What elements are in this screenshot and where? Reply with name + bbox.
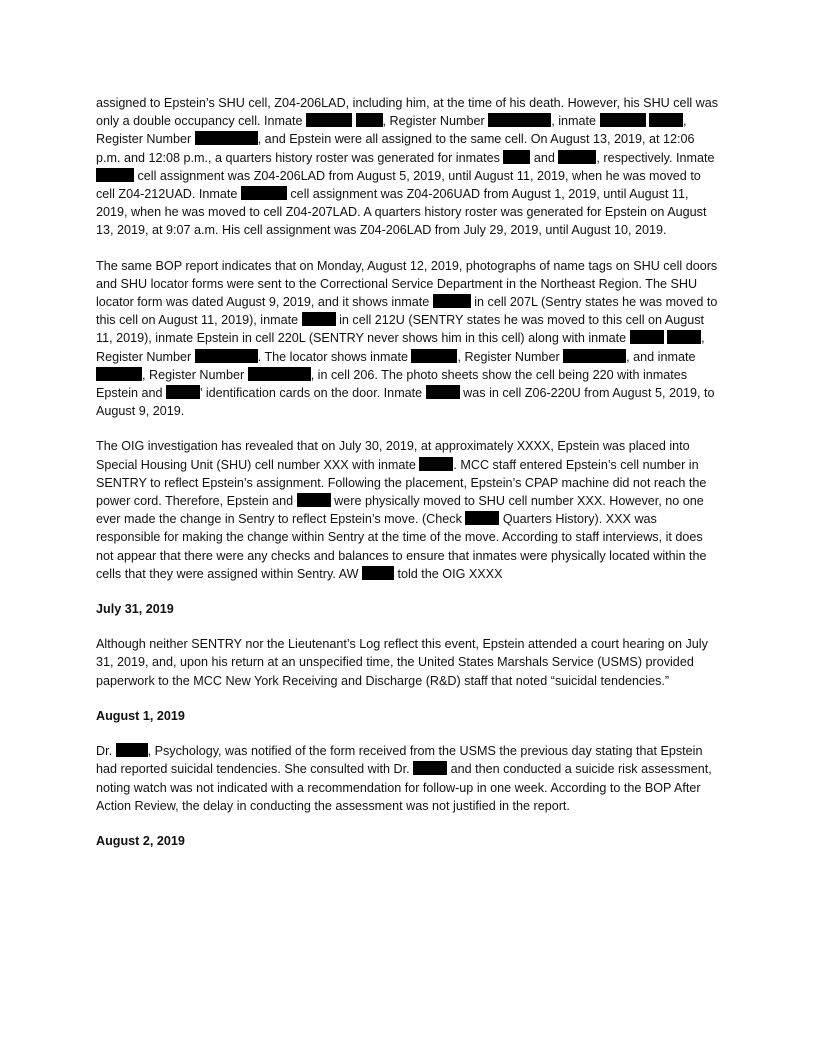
text-segment: and then conducted a suicide risk assessment, noting watch was not indicated with a recommendation for follow-up in one week. According to the BOP After Action Review, the delay in conducting the assessment was not justified in the report. <box>96 762 712 813</box>
section-heading-august-2: August 2, 2019 <box>96 833 185 848</box>
redaction-block <box>630 330 664 344</box>
text-segment: Dr. <box>96 744 116 759</box>
redaction-block <box>297 493 331 507</box>
redaction-block <box>116 743 148 757</box>
paragraph-court-hearing: Although neither SENTRY nor the Lieutenant’s Log reflect this event, Epstein attended a court hearing on July 31, 2019, and, upon his return at an unspecified time, the United States Marshals Service (USMS) provided paperwork to the MCC New York Receiving and Discharge (R&D) staff that noted “suicidal tendencies.” <box>96 637 708 688</box>
text-segment: Quarters History). XXX was responsible for making the change within Sentry at the time of the move. According to staff interviews, it does not appear that there were any checks and balances to ensure that inmates were physically located within the cells that they were assigned within Sentry. AW <box>96 512 707 581</box>
paragraph-bop-report <box>96 257 722 421</box>
text-segment: , and Epstein were all assigned to the same cell. On August 13, 2019, at 12:06 p.m. and 12:08 p.m., a quarters history roster was generated for inmates <box>96 132 695 165</box>
text-segment: , in cell 206. The photo sheets show the cell being 220 with inmates Epstein and <box>96 367 688 401</box>
redaction-block <box>306 113 352 127</box>
redaction-block <box>503 150 530 164</box>
document-page <box>96 94 722 867</box>
text-segment: told the OIG XXXX <box>394 566 503 581</box>
text-segment: , Register Number <box>142 367 248 382</box>
text-segment: The same BOP report indicates that on Monday, August 12, 2019, photographs of name tags on SHU cell doors and SHU locator forms were sent to the Correctional Service Department in the Northeast Region. The SHU locator form was dated August 9, 2019, and it shows inmate <box>96 258 718 310</box>
text-segment: . The locator shows inmate <box>257 349 412 364</box>
text-segment: , Register Number <box>457 349 564 364</box>
redaction-block <box>362 566 394 580</box>
redaction-block <box>465 511 499 525</box>
redaction-block <box>433 294 471 308</box>
redaction-block <box>302 312 336 326</box>
text-segment: was in cell Z06-220U from August 5, 2019, to August 9, 2019. <box>96 386 715 419</box>
text-segment: in cell 212U (SENTRY states he was moved to this cell on August 11, 2019), inmate Epstein in cell 220L (SENTRY never shows him in this cell) along with inmate <box>96 313 705 346</box>
redaction-block <box>411 349 457 363</box>
text-segment: , Register Number <box>96 331 705 364</box>
text-segment: The OIG investigation has revealed that on July 30, 2019, at approximately XXXX, Epstein was placed into Special Housing Unit (SHU) cell number XXX with inmate <box>96 439 690 472</box>
redaction-block <box>96 367 142 381</box>
redaction-block <box>413 761 447 775</box>
text-segment: , respectively. Inmate <box>596 150 715 165</box>
paragraph-psychology <box>96 742 722 815</box>
text-segment: , inmate <box>551 114 600 129</box>
section-heading-july-31: July 31, 2019 <box>96 602 174 617</box>
text-segment: , Psychology, was notified of the form received from the USMS the previous day stating that Epstein had reported suicidal tendencies. She consulted with Dr. <box>96 744 703 777</box>
redaction-block <box>96 168 134 182</box>
redaction-block <box>195 349 258 363</box>
text-segment: , Register Number <box>382 114 489 129</box>
redaction-block <box>166 385 200 399</box>
text-segment: and <box>530 150 559 165</box>
paragraph-cell-assignments <box>96 94 722 240</box>
paragraph-oig-investigation <box>96 437 722 583</box>
text-segment: in cell 207L (Sentry states he was moved to this cell on August 11, 2019), inmate <box>96 295 718 328</box>
text-segment: ’ identification cards on the door. Inmate <box>200 386 426 401</box>
text-segment: . MCC staff entered Epstein’s cell number in SENTRY to reflect Epstein’s assignment. Following the placement, Epstein’s CPAP machine did not reach the power cord. Therefore, Epstein and <box>96 457 707 509</box>
redaction-block <box>488 113 551 127</box>
text-segment: assigned to Epstein’s SHU cell, Z04-206LAD, including him, at the time of his death. However, his SHU cell was only a double occupancy cell. Inmate <box>96 96 719 129</box>
redaction-block <box>600 113 646 127</box>
redaction-block <box>563 349 626 363</box>
redaction-block <box>558 150 596 164</box>
redaction-block <box>248 367 311 381</box>
text-segment: were physically moved to SHU cell number XXX. However, no one ever made the change in Sentry to reflect Epstein’s move. (Check <box>96 494 704 527</box>
redaction-block <box>667 330 701 344</box>
text-segment: cell assignment was Z04-206UAD from August 1, 2019, until August 11, 2019, when he was moved to cell Z04-207LAD. A quarters history roster was generated for Epstein on August 13, 2019, at 9:07 a.m. His cell assignment was Z04-206LAD from July 29, 2019, until August 10, 2019. <box>96 187 707 238</box>
redaction-block <box>419 457 453 471</box>
text-segment: cell assignment was Z04-206LAD from August 5, 2019, until August 11, 2019, when he was moved to cell Z04-212UAD. Inmate <box>96 168 701 202</box>
redaction-block <box>195 131 258 145</box>
section-heading-august-1: August 1, 2019 <box>96 708 185 723</box>
redaction-block <box>241 186 287 200</box>
redaction-block <box>356 113 383 127</box>
redaction-block <box>649 113 683 127</box>
text-segment: , and inmate <box>626 349 696 364</box>
text-segment: , Register Number <box>96 114 687 147</box>
redaction-block <box>426 385 460 399</box>
